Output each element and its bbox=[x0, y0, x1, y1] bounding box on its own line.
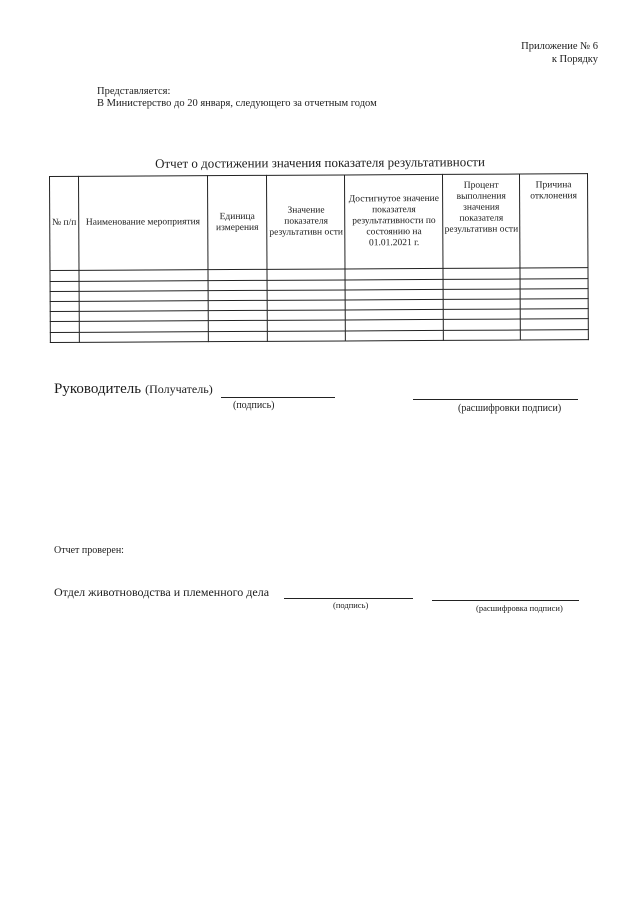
manager-decoding-caption: (расшифровки подписи) bbox=[458, 403, 562, 414]
manager-decoding-line bbox=[413, 399, 578, 400]
header-deviation-reason: Причина отклонения bbox=[520, 174, 588, 269]
header-number: № п/п bbox=[50, 176, 79, 271]
checked-signature-line bbox=[284, 598, 413, 599]
manager-label: Руководитель bbox=[54, 381, 142, 397]
checked-decoding-line bbox=[432, 600, 579, 601]
checked-signature-caption: (подпись) bbox=[333, 600, 369, 610]
table-header-row bbox=[50, 174, 588, 271]
manager-signature-caption: (подпись) bbox=[233, 400, 275, 411]
manager-signature-line bbox=[221, 397, 335, 398]
manager-signature-label bbox=[54, 380, 213, 398]
checked-decoding-caption: (расшифровка подписи) bbox=[476, 603, 563, 613]
submission-note bbox=[97, 86, 377, 110]
header-achieved-value: Достигнутое значение показателя результативности по состоянию на 01.01.2021 г. bbox=[345, 174, 443, 269]
department-label: Отдел животноводства и племенного дела bbox=[54, 585, 270, 599]
checked-label: Отчет проверен: bbox=[54, 545, 124, 556]
recipient-label: (Получатель) bbox=[145, 382, 213, 396]
appendix-order: к Порядку bbox=[551, 54, 598, 65]
report-table bbox=[49, 173, 589, 343]
header-indicator-value: Значение показателя результативн ости bbox=[267, 175, 345, 270]
header-unit: Единица измерения bbox=[207, 175, 267, 270]
table-row bbox=[50, 329, 588, 342]
header-completion-percent: Процент выполнения значения показателя результативн ости bbox=[443, 174, 520, 269]
submission-text: В Министерство до 20 января, следующего за отчетным годом bbox=[97, 98, 377, 109]
header-activity-name: Наименование мероприятия bbox=[78, 176, 207, 271]
submission-label: Представляется: bbox=[97, 86, 171, 97]
report-title: Отчет о достижении значения показателя результативности bbox=[155, 154, 485, 171]
appendix-reference bbox=[521, 40, 598, 66]
appendix-number: Приложение № 6 bbox=[521, 41, 598, 52]
